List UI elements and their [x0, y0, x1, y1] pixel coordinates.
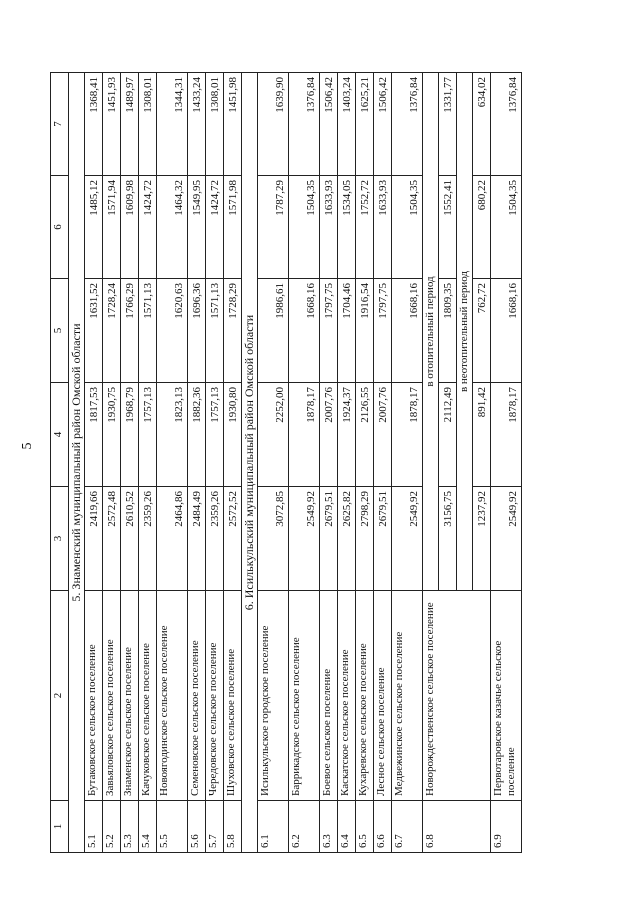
value-cell: 1797,75: [374, 279, 392, 383]
table-row: [374, 73, 392, 853]
column-number: 7: [51, 73, 69, 176]
value-cell: 3072,85: [258, 487, 289, 591]
value-cell: 891,42: [473, 383, 491, 487]
row-number: 6.4: [338, 801, 356, 853]
value-cell: 2549,92: [491, 487, 522, 591]
settlement-name: Новорождественское сельское поселение: [423, 591, 491, 801]
column-number: 2: [51, 591, 69, 801]
value-cell: 1633,93: [320, 176, 338, 279]
column-number: 4: [51, 383, 69, 487]
value-cell: 1237,92: [473, 487, 491, 591]
column-number: 3: [51, 487, 69, 591]
value-cell: 680,22: [473, 176, 491, 279]
row-number: 6.2: [289, 801, 320, 853]
value-cell: 1620,63: [157, 279, 188, 383]
value-cell: 1308,01: [206, 73, 224, 176]
value-cell: 1728,24: [103, 279, 121, 383]
value-cell: 1571,13: [139, 279, 157, 383]
table-row: [157, 73, 188, 853]
value-cell: 1485,12: [85, 176, 103, 279]
value-cell: 1696,36: [188, 279, 206, 383]
value-cell: 2679,51: [374, 487, 392, 591]
value-cell: 634,02: [473, 73, 491, 176]
value-cell: 2464,86: [157, 487, 188, 591]
value-cell: 1506,42: [374, 73, 392, 176]
value-cell: 1625,21: [356, 73, 374, 176]
page-number: 5: [20, 442, 35, 450]
value-cell: 1752,72: [356, 176, 374, 279]
value-cell: 1344,31: [157, 73, 188, 176]
heating-period-label: в отопительный период: [423, 73, 439, 591]
value-cell: 1506,42: [320, 73, 338, 176]
table-row: [320, 73, 338, 853]
value-cell: 2359,26: [206, 487, 224, 591]
table-row: [491, 73, 522, 853]
value-cell: 1704,46: [338, 279, 356, 383]
value-cell: 2572,52: [224, 487, 242, 591]
value-cell: 1757,13: [139, 383, 157, 487]
value-cell: 2572,48: [103, 487, 121, 591]
row-number: 6.6: [374, 801, 392, 853]
value-cell: 1633,93: [374, 176, 392, 279]
section-title: 5. Знаменский муниципальный район Омской области: [69, 73, 85, 853]
value-cell: 1331,77: [439, 73, 457, 176]
row-number: 5.7: [206, 801, 224, 853]
settlement-name: Знаменское сельское поселение: [121, 591, 139, 801]
value-cell: 2126,55: [356, 383, 374, 487]
value-cell: 2679,51: [320, 487, 338, 591]
row-number: 6.8: [423, 801, 491, 853]
value-cell: 1433,24: [188, 73, 206, 176]
table-row: [103, 73, 121, 853]
value-cell: 1534,05: [338, 176, 356, 279]
value-cell: 2610,52: [121, 487, 139, 591]
value-cell: 2359,26: [139, 487, 157, 591]
row-number: 5.8: [224, 801, 242, 853]
value-cell: 1930,75: [103, 383, 121, 487]
value-cell: 1882,36: [188, 383, 206, 487]
value-cell: 1668,16: [491, 279, 522, 383]
value-cell: 1368,41: [85, 73, 103, 176]
rotated-tariff-table: [50, 73, 590, 853]
settlement-name: Исилькульское городское поселение: [258, 591, 289, 801]
tariff-table: [50, 72, 522, 853]
value-cell: 1823,13: [157, 383, 188, 487]
row-number: 6.9: [491, 801, 522, 853]
value-cell: 1424,72: [139, 176, 157, 279]
settlement-name: Лесное сельское поселение: [374, 591, 392, 801]
value-cell: 1968,79: [121, 383, 139, 487]
value-cell: 2625,82: [338, 487, 356, 591]
period-subheader-row: [423, 73, 439, 853]
value-cell: 1878,17: [392, 383, 423, 487]
value-cell: 1451,93: [103, 73, 121, 176]
row-number: 5.5: [157, 801, 188, 853]
value-cell: 1552,41: [439, 176, 457, 279]
value-cell: 1424,72: [206, 176, 224, 279]
settlement-name: Каскатское сельское поселение: [338, 591, 356, 801]
value-cell: 1549,95: [188, 176, 206, 279]
value-cell: 1489,97: [121, 73, 139, 176]
value-cell: 1571,94: [103, 176, 121, 279]
settlement-name: Боевое сельское поселение: [320, 591, 338, 801]
value-cell: 2484,49: [188, 487, 206, 591]
table-row: [258, 73, 289, 853]
non-heating-period-label: в неотопительный период: [457, 73, 473, 591]
value-cell: 1668,16: [289, 279, 320, 383]
column-number-row: [51, 73, 69, 853]
value-cell: 2112,49: [439, 383, 457, 487]
table-row: [121, 73, 139, 853]
row-number: 5.1: [85, 801, 103, 853]
table-row: [289, 73, 320, 853]
value-cell: 1924,37: [338, 383, 356, 487]
value-cell: 1787,29: [258, 176, 289, 279]
value-cell: 1376,84: [392, 73, 423, 176]
settlement-name: Баррикадское сельское поселение: [289, 591, 320, 801]
value-cell: 1809,35: [439, 279, 457, 383]
table-row: [392, 73, 423, 853]
value-cell: 1631,52: [85, 279, 103, 383]
value-cell: 1639,90: [258, 73, 289, 176]
value-cell: 2419,66: [85, 487, 103, 591]
table-row: [338, 73, 356, 853]
settlement-name: Медвежинское сельское поселение: [392, 591, 423, 801]
value-cell: 2252,00: [258, 383, 289, 487]
value-cell: 2549,92: [289, 487, 320, 591]
value-cell: 3156,75: [439, 487, 457, 591]
value-cell: 1986,61: [258, 279, 289, 383]
section-title: 6. Исилькульский муниципальный район Омской области: [242, 73, 258, 853]
value-cell: 1504,35: [289, 176, 320, 279]
value-cell: 1817,53: [85, 383, 103, 487]
value-cell: 2007,76: [320, 383, 338, 487]
value-cell: 1504,35: [392, 176, 423, 279]
value-cell: 1571,13: [206, 279, 224, 383]
settlement-name: Первотаровское казачье сельское поселение: [491, 591, 522, 801]
settlement-name: Чередовское сельское поселение: [206, 591, 224, 801]
table-row: [206, 73, 224, 853]
row-number: 5.6: [188, 801, 206, 853]
settlement-name: Качуковское сельское поселение: [139, 591, 157, 801]
value-cell: 1930,80: [224, 383, 242, 487]
value-cell: 1376,84: [491, 73, 522, 176]
value-cell: 1571,98: [224, 176, 242, 279]
column-number: 1: [51, 801, 69, 853]
value-cell: 1766,29: [121, 279, 139, 383]
settlement-name: Семеновское сельское поселение: [188, 591, 206, 801]
table-row: [139, 73, 157, 853]
value-cell: 1451,98: [224, 73, 242, 176]
row-number: 6.1: [258, 801, 289, 853]
row-number: 5.3: [121, 801, 139, 853]
table-row: [188, 73, 206, 853]
table-row: [85, 73, 103, 853]
row-number: 6.5: [356, 801, 374, 853]
table-row: [356, 73, 374, 853]
settlement-name: Кухаревское сельское поселение: [356, 591, 374, 801]
value-cell: 1878,17: [491, 383, 522, 487]
value-cell: 1376,84: [289, 73, 320, 176]
value-cell: 1668,16: [392, 279, 423, 383]
value-cell: 1757,13: [206, 383, 224, 487]
value-cell: 1797,75: [320, 279, 338, 383]
column-number: 6: [51, 176, 69, 279]
settlement-name: Новоягодинское сельское поселение: [157, 591, 188, 801]
value-cell: 1403,24: [338, 73, 356, 176]
value-cell: 2798,29: [356, 487, 374, 591]
value-cell: 1728,29: [224, 279, 242, 383]
settlement-name: Шуховское сельское поселение: [224, 591, 242, 801]
value-cell: 1308,01: [139, 73, 157, 176]
row-number: 6.3: [320, 801, 338, 853]
value-cell: 1609,98: [121, 176, 139, 279]
column-number: 5: [51, 279, 69, 383]
row-number: 5.4: [139, 801, 157, 853]
row-number: 6.7: [392, 801, 423, 853]
value-cell: 2007,76: [374, 383, 392, 487]
table-row: [224, 73, 242, 853]
row-number: 5.2: [103, 801, 121, 853]
section-header-row: [242, 73, 258, 853]
value-cell: 1504,35: [491, 176, 522, 279]
settlement-name: Бутаковское сельское поселение: [85, 591, 103, 801]
value-cell: 762,72: [473, 279, 491, 383]
settlement-name: Завьяловское сельское поселение: [103, 591, 121, 801]
section-header-row: [69, 73, 85, 853]
value-cell: 2549,92: [392, 487, 423, 591]
value-cell: 1464,32: [157, 176, 188, 279]
value-cell: 1878,17: [289, 383, 320, 487]
value-cell: 1916,54: [356, 279, 374, 383]
